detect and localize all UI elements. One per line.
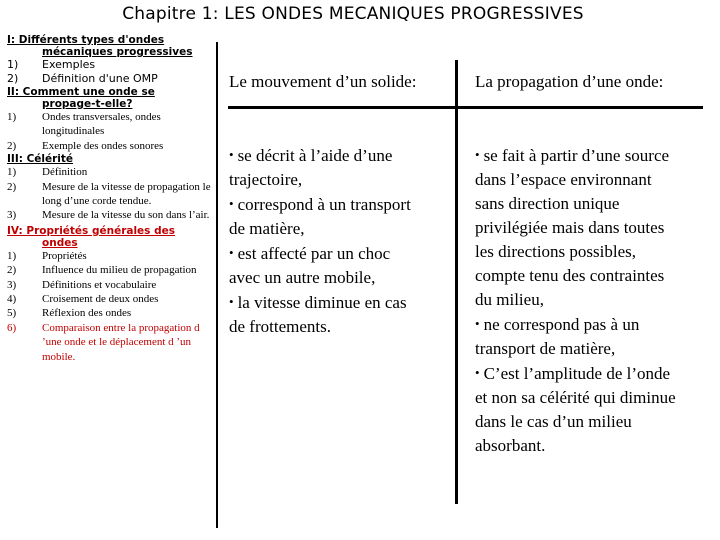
table-header-divider: [228, 106, 703, 109]
page-title: Chapitre 1: LES ONDES MECANIQUES PROGRESSIVES: [122, 4, 584, 24]
bullet-icon: •: [475, 316, 480, 331]
section-heading-1: I: Différents types d'ondes mécaniques progressives: [7, 34, 193, 58]
bullet-icon: •: [229, 294, 234, 309]
wave-point: • C’est l’amplitude de l’onde et non sa célérité qui diminue dans le cas d’un milieu absorbant.: [475, 364, 676, 455]
wave-point: • ne correspond pas à un transport de matière,: [475, 315, 640, 358]
column-header-solid: Le mouvement d’un solide:: [229, 72, 417, 91]
outline-item: 4) Croisement de deux ondes: [7, 293, 159, 306]
outline-item: 3) Mesure de la vitesse du son dans l’air.: [7, 209, 210, 222]
outline-item: 2) Influence du milieu de propagation: [7, 264, 197, 277]
outline-item: 1) Ondes transversales, ondes longitudinales: [7, 111, 161, 138]
outline-item: 1) Propriétés: [7, 249, 87, 262]
outline-item: 1) Exemples: [7, 58, 96, 71]
wave-point: • se fait à partir d’une source dans l’espace environnant sans direction unique privilégiée mais dans toutes les directions possibles, compte tenu des contraintes du milieu,: [475, 146, 670, 309]
outline-item: 2) Définition d'une OMP: [7, 72, 158, 85]
table-column-divider: [455, 60, 458, 504]
bullet-icon: •: [475, 147, 480, 162]
outline-item: 2) Exemple des ondes sonores: [7, 139, 164, 152]
bullet-icon: •: [229, 196, 234, 211]
solid-point: • est affecté par un choc avec un autre mobile,: [229, 244, 391, 287]
bullet-icon: •: [475, 365, 480, 380]
column-body-wave: [475, 143, 720, 458]
solid-point: • correspond à un transport de matière,: [229, 195, 411, 238]
section-heading-3: III: Célérité: [7, 153, 74, 166]
outline-item-current: 6) Comparaison entre la propagation d ’une onde et le déplacement d ’un mobile.: [7, 321, 200, 363]
section-heading-2: II: Comment une onde se propage-t-elle?: [7, 86, 155, 110]
column-header-wave: La propagation d’une onde:: [475, 72, 664, 91]
section-heading-4: IV: Propriétés générales des ondes: [7, 224, 175, 249]
outline-item: 5) Réflexion des ondes: [7, 307, 132, 320]
solid-point: • se décrit à l’aide d’une trajectoire,: [229, 146, 393, 189]
outline-item: 3) Définitions et vocabulaire: [7, 278, 157, 291]
column-body-solid: [229, 143, 454, 339]
outline-item: 2) Mesure de la vitesse de propagation le long d’une corde tendue.: [7, 180, 211, 208]
bullet-icon: •: [229, 147, 234, 162]
solid-point: • la vitesse diminue en cas de frottements.: [229, 293, 407, 336]
bullet-icon: •: [229, 245, 234, 260]
chapter-outline: [7, 34, 212, 364]
outline-divider: [216, 42, 218, 528]
outline-item: 1) Définition: [7, 166, 88, 179]
